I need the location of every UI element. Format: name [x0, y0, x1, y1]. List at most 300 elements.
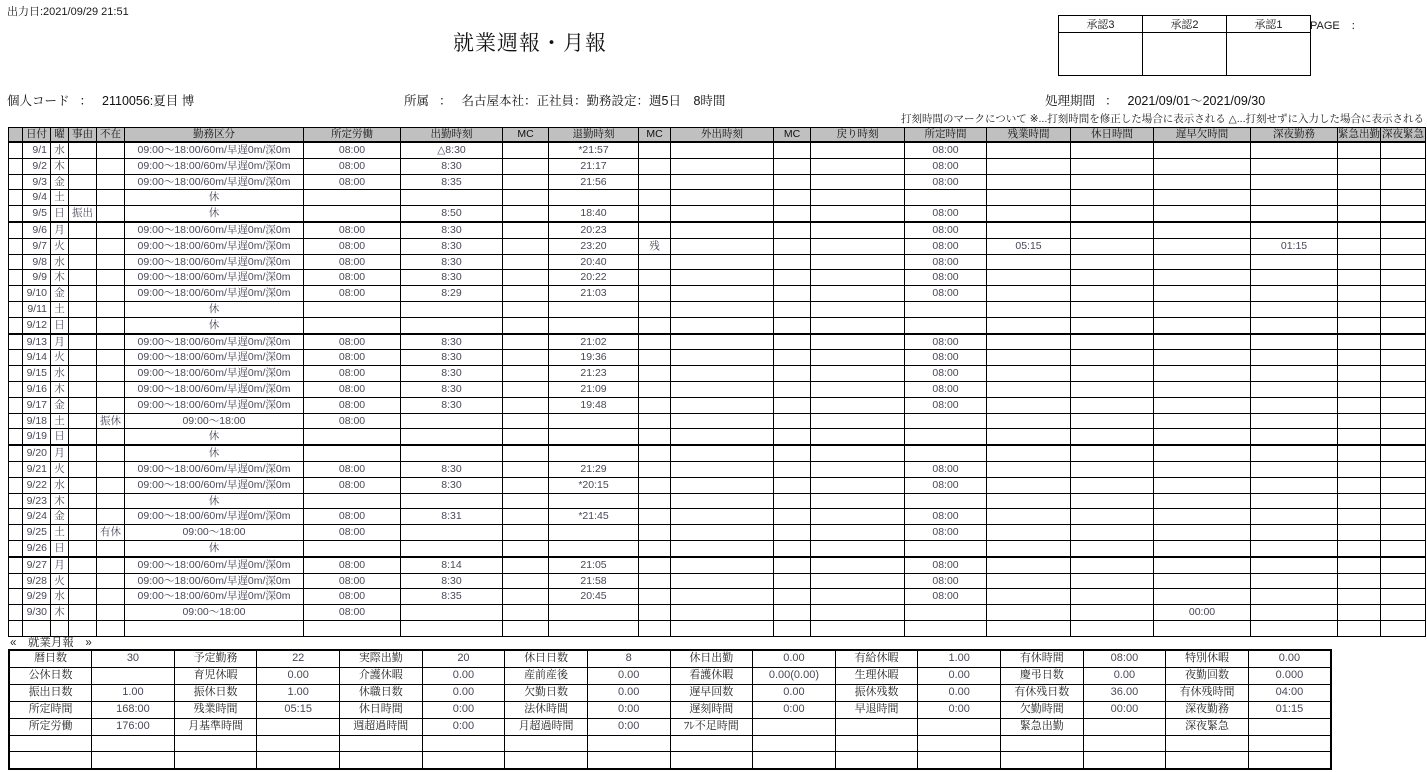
att-go-out-time	[671, 254, 774, 270]
att-row-mark	[9, 317, 23, 333]
att-return-time	[811, 366, 905, 382]
summary-value	[753, 735, 836, 752]
att-clock-out: *21:45	[549, 509, 639, 525]
att-midnight-emergency	[1381, 509, 1426, 525]
att-clock-out-mc	[639, 477, 671, 493]
att-late-early-absence	[1154, 301, 1251, 317]
att-date: 9/26	[23, 540, 51, 556]
summary-value: 01:15	[1248, 701, 1331, 718]
att-clock-in: 8:30	[401, 381, 503, 397]
att-midnight-work	[1251, 366, 1338, 382]
att-absence	[97, 540, 125, 556]
att-emergency-attendance	[1338, 557, 1381, 573]
att-reason	[69, 557, 97, 573]
att-row-mark	[9, 493, 23, 509]
att-late-early-absence	[1154, 334, 1251, 350]
col-header-weekday: 曜	[51, 128, 69, 143]
personal-code-value: 2110056:夏目 博	[102, 94, 195, 108]
att-clock-in-mc	[503, 142, 549, 158]
att-scheduled-labor: 08:00	[304, 238, 401, 254]
att-midnight-emergency	[1381, 525, 1426, 541]
attendance-row	[9, 429, 1426, 445]
summary-value: 0.00	[257, 667, 340, 684]
summary-label: 有休時間	[1001, 650, 1084, 667]
summary-value: 168:00	[92, 701, 175, 718]
att-return-time	[811, 286, 905, 302]
att-clock-out-mc	[639, 525, 671, 541]
att-clock-in: 8:30	[401, 366, 503, 382]
att-clock-out	[549, 540, 639, 556]
att-scheduled-labor: 08:00	[304, 142, 401, 158]
summary-label	[1166, 735, 1249, 752]
att-clock-out: 21:29	[549, 461, 639, 477]
summary-value: 08:00	[1083, 650, 1166, 667]
att-midnight-emergency	[1381, 366, 1426, 382]
att-go-out-time	[671, 317, 774, 333]
att-go-out-mc	[774, 557, 811, 573]
att-return-time	[811, 605, 905, 621]
summary-label: 振出日数	[9, 684, 92, 701]
attendance-row	[9, 238, 1426, 254]
att-midnight-work	[1251, 509, 1338, 525]
att-midnight-work	[1251, 286, 1338, 302]
att-emergency-attendance	[1338, 573, 1381, 589]
att-go-out-mc	[774, 142, 811, 158]
attendance-row	[9, 573, 1426, 589]
att-row-mark	[9, 270, 23, 286]
att-overtime	[987, 540, 1071, 556]
affiliation-value: 名古屋本社：正社員：勤務設定：週5日 8時間	[461, 94, 726, 108]
att-late-early-absence	[1154, 270, 1251, 286]
summary-row	[9, 701, 1331, 718]
col-header-scheduled-labor: 所定労働	[304, 128, 401, 143]
att-clock-in: 8:50	[401, 206, 503, 222]
col-header-holiday-time: 休日時間	[1071, 128, 1154, 143]
att-midnight-work	[1251, 350, 1338, 366]
att-row-mark	[9, 366, 23, 382]
att-clock-out-mc	[639, 286, 671, 302]
att-clock-out-mc	[639, 540, 671, 556]
att-late-early-absence	[1154, 190, 1251, 206]
att-clock-in-mc	[503, 190, 549, 206]
summary-label	[835, 735, 918, 752]
att-work-pattern: 09:00～18:00/60m/早遅0m/深0m	[125, 254, 304, 270]
summary-value	[422, 735, 505, 752]
att-late-early-absence	[1154, 573, 1251, 589]
col-header-return-time: 戻り時刻	[811, 128, 905, 143]
att-clock-in: 8:35	[401, 174, 503, 190]
att-absence	[97, 350, 125, 366]
att-overtime	[987, 461, 1071, 477]
att-emergency-attendance	[1338, 397, 1381, 413]
att-scheduled-time	[905, 540, 987, 556]
att-return-time	[811, 301, 905, 317]
att-midnight-emergency	[1381, 429, 1426, 445]
att-go-out-time	[671, 540, 774, 556]
approval-3-stamp-cell	[1059, 33, 1143, 76]
att-go-out-time	[671, 589, 774, 605]
approval-table	[1058, 15, 1311, 76]
att-clock-out: 21:09	[549, 381, 639, 397]
summary-value: 00:00	[1083, 701, 1166, 718]
attendance-row	[9, 142, 1426, 158]
att-clock-in: 8:30	[401, 477, 503, 493]
att-emergency-attendance	[1338, 206, 1381, 222]
att-date: 9/18	[23, 413, 51, 429]
summary-value: 1.00	[92, 684, 175, 701]
att-row-mark	[9, 445, 23, 461]
att-go-out-time	[671, 158, 774, 174]
summary-value	[1248, 752, 1331, 769]
personal-code	[7, 91, 194, 109]
att-clock-in-mc	[503, 605, 549, 621]
att-row-mark	[9, 477, 23, 493]
att-reason	[69, 540, 97, 556]
att-holiday-time	[1071, 461, 1154, 477]
att-late-early-absence	[1154, 509, 1251, 525]
att-clock-in: 8:30	[401, 158, 503, 174]
att-weekday: 月	[51, 334, 69, 350]
att-clock-in: 8:14	[401, 557, 503, 573]
att-absence	[97, 206, 125, 222]
att-late-early-absence	[1154, 350, 1251, 366]
attendance-row	[9, 317, 1426, 333]
summary-label: 欠勤日数	[505, 684, 588, 701]
att-return-time	[811, 381, 905, 397]
att-midnight-work	[1251, 413, 1338, 429]
att-date: 9/13	[23, 334, 51, 350]
att-reason	[69, 525, 97, 541]
att-clock-in-mc	[503, 174, 549, 190]
att-clock-out	[549, 190, 639, 206]
attendance-row	[9, 493, 1426, 509]
col-header-midnight-work: 深夜勤務	[1251, 128, 1338, 143]
att-date: 9/15	[23, 366, 51, 382]
att-scheduled-time: 08:00	[905, 286, 987, 302]
att-weekday: 水	[51, 254, 69, 270]
att-midnight-work	[1251, 254, 1338, 270]
attendance-row	[9, 190, 1426, 206]
att-emergency-attendance	[1338, 445, 1381, 461]
att-late-early-absence	[1154, 589, 1251, 605]
att-absence	[97, 222, 125, 238]
att-late-early-absence	[1154, 254, 1251, 270]
att-weekday: 木	[51, 493, 69, 509]
summary-row	[9, 684, 1331, 701]
att-clock-in-mc	[503, 429, 549, 445]
summary-value: 20	[422, 650, 505, 667]
att-return-time	[811, 557, 905, 573]
att-midnight-emergency	[1381, 286, 1426, 302]
att-clock-out: 20:45	[549, 589, 639, 605]
att-row-mark	[9, 589, 23, 605]
summary-value: 0.00	[587, 667, 670, 684]
att-clock-in-mc	[503, 366, 549, 382]
summary-label: ﾌﾚ不足時間	[670, 718, 753, 735]
summary-value: 0.00	[1083, 667, 1166, 684]
att-clock-out: 19:48	[549, 397, 639, 413]
att-work-pattern: 09:00～18:00/60m/早遅0m/深0m	[125, 573, 304, 589]
approval-2-stamp-cell	[1143, 33, 1227, 76]
att-return-time	[811, 174, 905, 190]
att-midnight-work	[1251, 429, 1338, 445]
att-overtime	[987, 445, 1071, 461]
att-midnight-emergency	[1381, 557, 1426, 573]
att-absence	[97, 238, 125, 254]
att-reason	[69, 270, 97, 286]
summary-value: 0.00	[753, 650, 836, 667]
att-date: 9/5	[23, 206, 51, 222]
att-midnight-emergency	[1381, 238, 1426, 254]
att-clock-out-mc	[639, 158, 671, 174]
att-clock-in-mc	[503, 270, 549, 286]
att-absence	[97, 158, 125, 174]
att-scheduled-labor: 08:00	[304, 573, 401, 589]
summary-value: 05:15	[257, 701, 340, 718]
att-go-out-time	[671, 397, 774, 413]
att-clock-in: 8:30	[401, 254, 503, 270]
att-scheduled-labor: 08:00	[304, 413, 401, 429]
att-scheduled-time	[905, 413, 987, 429]
att-scheduled-time	[905, 493, 987, 509]
att-late-early-absence	[1154, 286, 1251, 302]
att-row-mark	[9, 573, 23, 589]
att-weekday: 月	[51, 557, 69, 573]
att-late-early-absence	[1154, 557, 1251, 573]
att-clock-in: 8:30	[401, 461, 503, 477]
att-clock-out	[549, 317, 639, 333]
summary-value	[1083, 735, 1166, 752]
att-work-pattern: 09:00～18:00/60m/早遅0m/深0m	[125, 509, 304, 525]
att-go-out-time	[671, 525, 774, 541]
summary-value: 0.00	[587, 684, 670, 701]
att-scheduled-time: 08:00	[905, 397, 987, 413]
att-overtime	[987, 142, 1071, 158]
att-scheduled-time: 08:00	[905, 238, 987, 254]
att-scheduled-labor	[304, 540, 401, 556]
att-weekday: 金	[51, 174, 69, 190]
att-holiday-time	[1071, 174, 1154, 190]
attendance-row	[9, 397, 1426, 413]
att-holiday-time	[1071, 493, 1154, 509]
att-emergency-attendance	[1338, 589, 1381, 605]
attendance-row	[9, 158, 1426, 174]
summary-value: 0:00	[422, 701, 505, 718]
att-weekday: 土	[51, 190, 69, 206]
att-scheduled-labor: 08:00	[304, 334, 401, 350]
att-weekday: 水	[51, 142, 69, 158]
att-go-out-time	[671, 206, 774, 222]
att-clock-out-mc	[639, 605, 671, 621]
att-midnight-work	[1251, 142, 1338, 158]
att-clock-in-mc	[503, 397, 549, 413]
att-weekday: 火	[51, 461, 69, 477]
att-midnight-emergency	[1381, 334, 1426, 350]
att-overtime	[987, 573, 1071, 589]
att-work-pattern: 休	[125, 493, 304, 509]
att-row-mark	[9, 397, 23, 413]
att-row-mark	[9, 525, 23, 541]
att-holiday-time	[1071, 206, 1154, 222]
att-clock-in: 8:30	[401, 334, 503, 350]
att-midnight-work	[1251, 334, 1338, 350]
att-return-time	[811, 206, 905, 222]
att-work-pattern: 09:00～18:00/60m/早遅0m/深0m	[125, 381, 304, 397]
att-clock-in-mc	[503, 413, 549, 429]
att-clock-in-mc	[503, 525, 549, 541]
att-clock-in	[401, 493, 503, 509]
att-scheduled-time: 08:00	[905, 158, 987, 174]
att-return-time	[811, 222, 905, 238]
att-clock-out: 21:02	[549, 334, 639, 350]
col-header-late-early-absence: 遅早欠時間	[1154, 128, 1251, 143]
summary-value	[92, 667, 175, 684]
attendance-row	[9, 174, 1426, 190]
att-reason	[69, 158, 97, 174]
summary-label: 公休日数	[9, 667, 92, 684]
att-reason: 振出	[69, 206, 97, 222]
summary-label: 振休日数	[174, 684, 257, 701]
att-reason	[69, 589, 97, 605]
att-return-time	[811, 413, 905, 429]
att-work-pattern: 09:00～18:00/60m/早遅0m/深0m	[125, 350, 304, 366]
att-overtime	[987, 254, 1071, 270]
att-go-out-time	[671, 334, 774, 350]
summary-value	[257, 735, 340, 752]
summary-row	[9, 650, 1331, 667]
att-holiday-time	[1071, 381, 1154, 397]
summary-label: 欠勤時間	[1001, 701, 1084, 718]
att-clock-out	[549, 413, 639, 429]
att-clock-in: 8:30	[401, 573, 503, 589]
att-clock-in-mc	[503, 254, 549, 270]
att-holiday-time	[1071, 286, 1154, 302]
att-clock-in	[401, 620, 503, 636]
att-clock-in-mc	[503, 286, 549, 302]
att-date: 9/24	[23, 509, 51, 525]
att-emergency-attendance	[1338, 493, 1381, 509]
col-header-work-pattern: 勤務区分	[125, 128, 304, 143]
att-emergency-attendance	[1338, 254, 1381, 270]
affiliation	[404, 91, 725, 109]
att-absence	[97, 286, 125, 302]
summary-label	[9, 735, 92, 752]
att-go-out-time	[671, 477, 774, 493]
att-row-mark	[9, 158, 23, 174]
att-overtime	[987, 350, 1071, 366]
summary-value: 0:00	[918, 701, 1001, 718]
att-clock-out: 21:05	[549, 557, 639, 573]
att-clock-in-mc	[503, 477, 549, 493]
summary-label: 所定労働	[9, 718, 92, 735]
att-clock-out-mc	[639, 301, 671, 317]
att-clock-out: 21:17	[549, 158, 639, 174]
att-go-out-mc	[774, 429, 811, 445]
att-scheduled-time: 08:00	[905, 334, 987, 350]
att-go-out-time	[671, 493, 774, 509]
att-midnight-work	[1251, 605, 1338, 621]
att-midnight-emergency	[1381, 620, 1426, 636]
att-scheduled-labor	[304, 317, 401, 333]
summary-value: 22	[257, 650, 340, 667]
att-go-out-time	[671, 270, 774, 286]
att-late-early-absence: 00:00	[1154, 605, 1251, 621]
processing-period	[1045, 91, 1265, 109]
att-scheduled-labor: 08:00	[304, 605, 401, 621]
att-midnight-work	[1251, 317, 1338, 333]
summary-row	[9, 667, 1331, 684]
att-return-time	[811, 509, 905, 525]
att-reason	[69, 366, 97, 382]
att-clock-in: 8:29	[401, 286, 503, 302]
summary-value: 04:00	[1248, 684, 1331, 701]
att-midnight-work	[1251, 573, 1338, 589]
att-clock-out-mc	[639, 429, 671, 445]
att-clock-in-mc	[503, 573, 549, 589]
att-midnight-emergency	[1381, 493, 1426, 509]
summary-value	[257, 752, 340, 769]
att-return-time	[811, 270, 905, 286]
att-row-mark	[9, 190, 23, 206]
att-clock-in: 8:35	[401, 589, 503, 605]
att-overtime	[987, 222, 1071, 238]
att-reason	[69, 238, 97, 254]
attendance-row	[9, 525, 1426, 541]
summary-label: 休職日数	[340, 684, 423, 701]
att-weekday: 木	[51, 605, 69, 621]
att-go-out-time	[671, 381, 774, 397]
att-date: 9/22	[23, 477, 51, 493]
att-go-out-mc	[774, 477, 811, 493]
att-row-mark	[9, 334, 23, 350]
att-clock-out: *20:15	[549, 477, 639, 493]
att-go-out-time	[671, 190, 774, 206]
att-date: 9/6	[23, 222, 51, 238]
col-header-midnight-emergency: 深夜緊急	[1382, 128, 1424, 140]
att-overtime	[987, 620, 1071, 636]
att-holiday-time	[1071, 589, 1154, 605]
att-scheduled-labor: 08:00	[304, 461, 401, 477]
summary-label: 残業時間	[174, 701, 257, 718]
att-clock-in-mc	[503, 317, 549, 333]
att-overtime	[987, 605, 1071, 621]
att-scheduled-labor: 08:00	[304, 381, 401, 397]
att-scheduled-time: 08:00	[905, 350, 987, 366]
att-scheduled-labor	[304, 301, 401, 317]
att-holiday-time	[1071, 477, 1154, 493]
att-weekday: 水	[51, 477, 69, 493]
att-clock-out	[549, 301, 639, 317]
att-overtime: 05:15	[987, 238, 1071, 254]
att-weekday: 水	[51, 366, 69, 382]
att-date: 9/14	[23, 350, 51, 366]
att-midnight-work	[1251, 381, 1338, 397]
col-header-clock-in-mc: MC	[503, 128, 549, 143]
att-overtime	[987, 381, 1071, 397]
summary-label: 週超過時間	[340, 718, 423, 735]
output-date: 出力日:2021/09/29 21:51	[7, 6, 129, 18]
summary-label	[1001, 735, 1084, 752]
att-midnight-work	[1251, 620, 1338, 636]
summary-value: 1.00	[257, 684, 340, 701]
att-late-early-absence	[1154, 142, 1251, 158]
att-scheduled-labor	[304, 429, 401, 445]
att-emergency-attendance	[1338, 605, 1381, 621]
attendance-row	[9, 445, 1426, 461]
att-work-pattern: 09:00～18:00/60m/早遅0m/深0m	[125, 477, 304, 493]
attendance-row	[9, 557, 1426, 573]
att-return-time	[811, 397, 905, 413]
